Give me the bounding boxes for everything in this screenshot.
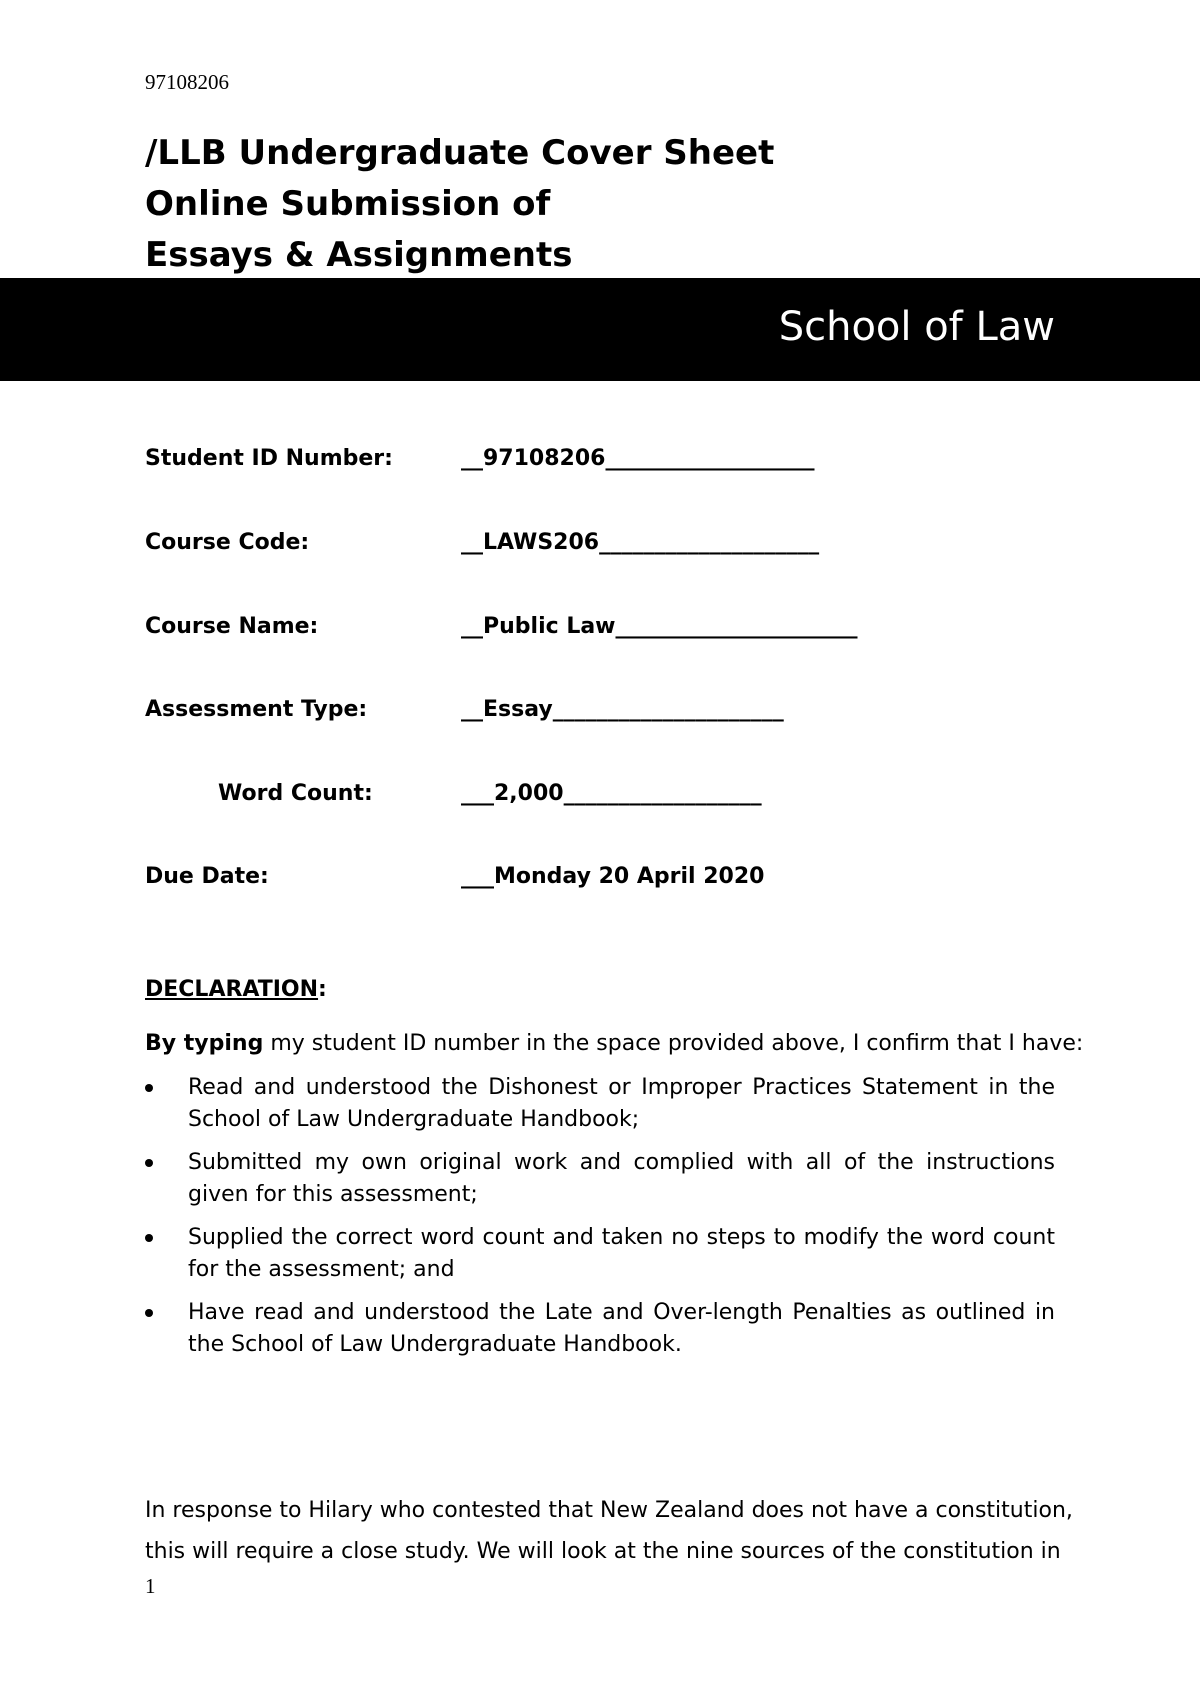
title-line-3: Essays & Assignments xyxy=(145,235,573,275)
page-title xyxy=(145,128,774,281)
declaration-list xyxy=(145,1072,1055,1372)
bullet-icon xyxy=(145,1159,153,1167)
title-line-1: /LLB Undergraduate Cover Sheet xyxy=(145,133,775,173)
student-id-value: __97108206___________________ xyxy=(461,446,815,471)
title-line-2: Online Submission of xyxy=(145,184,551,224)
page-number: 1 xyxy=(145,1574,156,1598)
course-name-label: Course Name: xyxy=(145,614,319,639)
essay-body xyxy=(145,1490,1073,1572)
list-item xyxy=(145,1297,1055,1361)
bullet-icon xyxy=(145,1309,153,1317)
due-date-label: Due Date: xyxy=(145,864,269,889)
declaration-intro-bold: By typing xyxy=(145,1031,264,1056)
bullet-icon xyxy=(145,1234,153,1242)
assessment-type-label: Assessment Type: xyxy=(145,697,368,722)
word-count-label: Word Count: xyxy=(218,781,373,806)
student-id-label: Student ID Number: xyxy=(145,446,393,471)
declaration-intro-rest: my student ID number in the space provided above, I confirm that I have: xyxy=(263,1031,1084,1056)
bullet-icon xyxy=(145,1084,153,1092)
declaration-item-text: Read and understood the Dishonest or Improper Practices Statement in the School of Law Undergraduate Handbook; xyxy=(188,1075,1055,1132)
word-count-value: ___2,000__________________ xyxy=(461,781,762,806)
due-date-value: ___Monday 20 April 2020 xyxy=(461,864,765,889)
list-item xyxy=(145,1072,1055,1136)
list-item xyxy=(145,1222,1055,1286)
declaration-heading-text: DECLARATION xyxy=(145,977,319,1002)
declaration-heading xyxy=(145,977,327,1002)
school-name: School of Law xyxy=(778,304,1055,350)
course-code-value: __LAWS206____________________ xyxy=(461,530,820,555)
declaration-item-text: Have read and understood the Late and Over-length Penalties as outlined in the School of Law Undergraduate Handbook. xyxy=(188,1300,1055,1357)
declaration-heading-colon: : xyxy=(318,977,327,1002)
declaration-item-text: Submitted my own original work and complied with all of the instructions given for this assessment; xyxy=(188,1150,1055,1207)
essay-line-2: this will require a close study. We will look at the nine sources of the constitution in xyxy=(145,1539,1061,1564)
assessment-type-value: __Essay_____________________ xyxy=(461,697,784,722)
declaration-intro xyxy=(145,1031,1084,1056)
list-item xyxy=(145,1147,1055,1211)
school-banner xyxy=(0,278,1200,381)
declaration-item-text: Supplied the correct word count and taken no steps to modify the word count for the assessment; and xyxy=(188,1225,1055,1282)
course-code-label: Course Code: xyxy=(145,530,310,555)
course-name-value: __Public Law______________________ xyxy=(461,614,858,639)
essay-line-1: In response to Hilary who contested that New Zealand does not have a constitution, xyxy=(145,1498,1073,1523)
header-student-id: 97108206 xyxy=(145,70,229,94)
